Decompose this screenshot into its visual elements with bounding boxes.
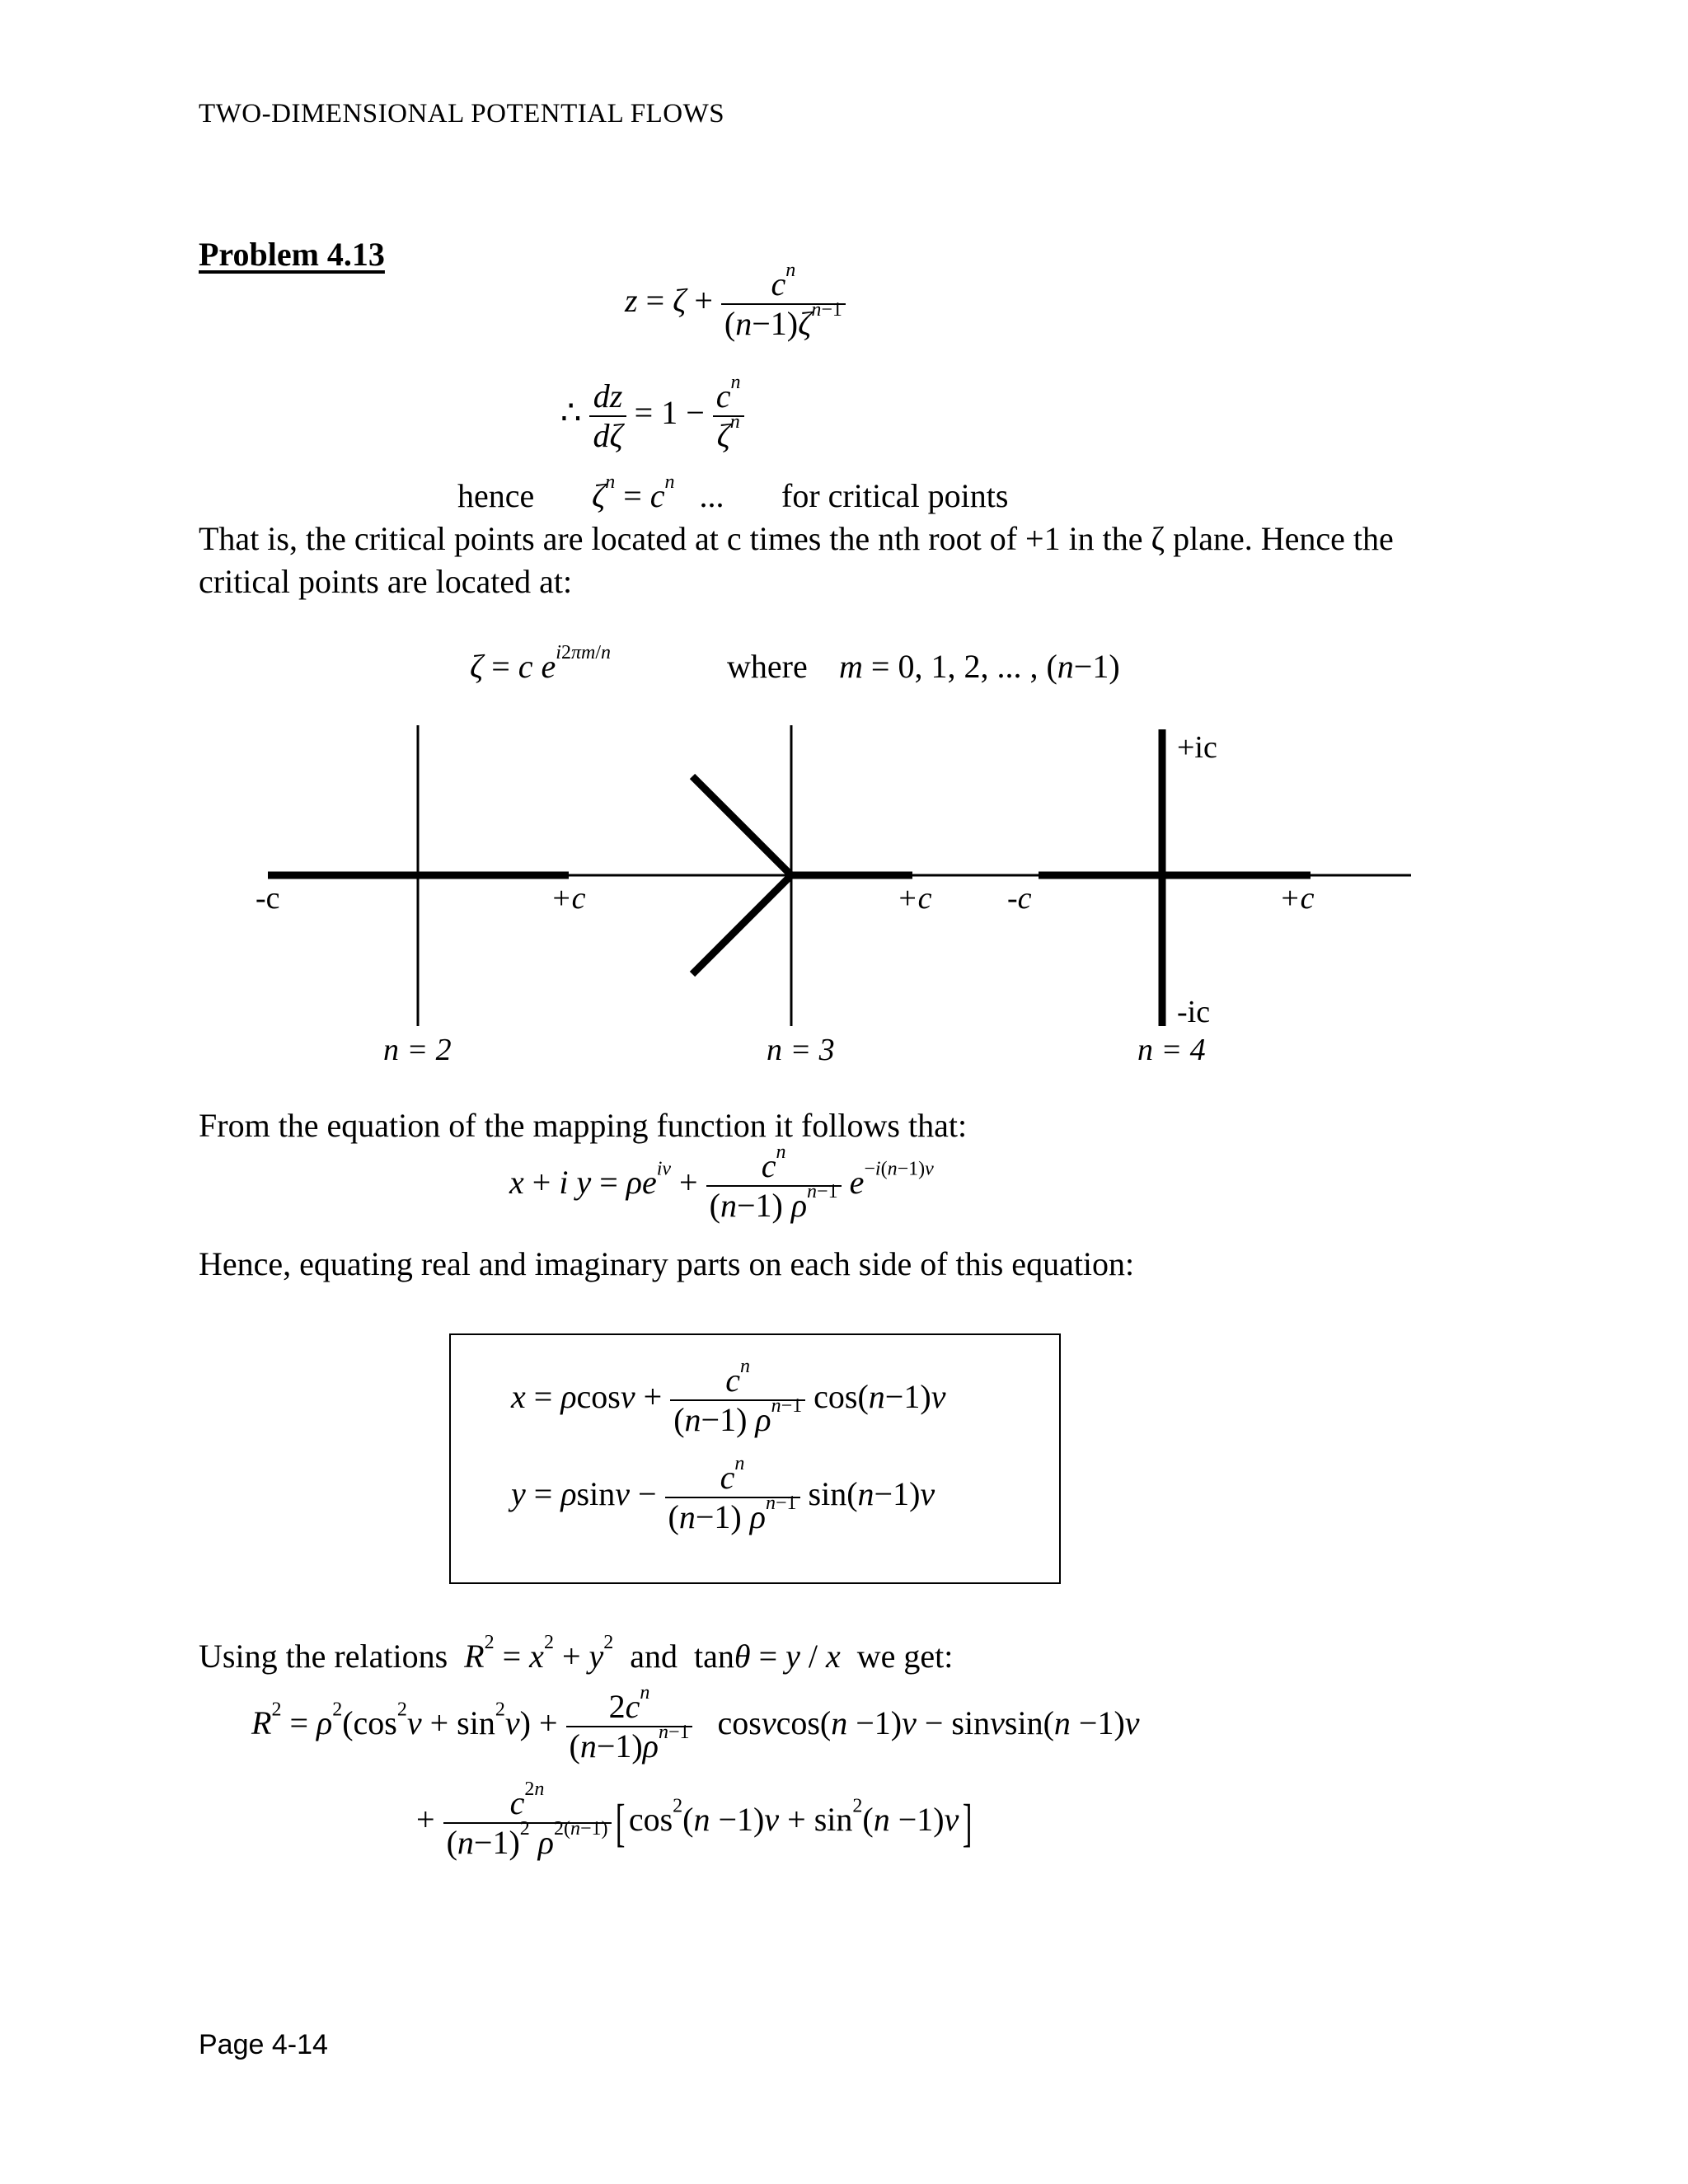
using-relations-line <box>199 1632 954 1675</box>
equation-x: x = ρcosν + $\frac{c^n}{(n-1) \rho^{n-1}}$ cos(n−1)ν <box>511 1356 946 1438</box>
n3-caption: n = 3 <box>767 1033 835 1067</box>
n2-label-left: -c <box>256 881 280 916</box>
n3-branch-upper <box>692 776 791 875</box>
critical-points-diagram <box>0 0 1688 1088</box>
equation-r2-line1: $R^2 = \rho^2(\cos^2\nu + \sin^2\nu)$ + $\frac{2c^n}{(n-1)\rho^{n-1}}$ cosνcos(n −1)ν − sinνsin(n −1)ν <box>251 1682 1140 1765</box>
relation-r2: $R^2 = x^2 + y^2$ <box>464 1632 614 1675</box>
page-number: Page 4-14 <box>199 2029 328 2060</box>
equation-derivative: ∴ $\frac{dz}{d\zeta}$ = 1 − $\frac{c^n}{\zeta^n}$ <box>560 377 744 455</box>
n3-branch-lower <box>692 875 791 974</box>
n4-label-right: +c <box>1279 881 1315 916</box>
n2-label-right: +c <box>551 881 586 916</box>
problem-title: Problem 4.13 <box>199 236 385 273</box>
equation-mapping: z = ζ + $\frac{c^n}{(n-1)\zeta^{n-1}}$ <box>625 265 846 343</box>
equation-roots: ζ = c $e^{i2\pi m/n}$ <box>470 642 611 685</box>
equation-y: y = ρsinν − $\frac{c^n}{(n-1) \rho^{n-1}}$ sin(n−1)ν <box>511 1453 935 1535</box>
critical-points-label: for critical points <box>781 477 1009 514</box>
n4-caption: n = 4 <box>1137 1033 1206 1067</box>
n2-caption: n = 2 <box>383 1033 452 1067</box>
equation-r2-line2: + $\frac{c^{2n}}{(n-1)^2 \rho^{2(n-1)}}$ [ $\cos^2(n -1)\nu + \sin^2(n -1)\nu$] <box>416 1779 973 1861</box>
hence-label: hence <box>457 477 535 514</box>
where-label: where <box>727 648 808 685</box>
relation-tan: tanθ = y / x <box>694 1638 841 1675</box>
n4-label-top: +ic <box>1177 730 1217 765</box>
paragraph-line-2: critical points are located at: <box>199 563 573 600</box>
n4-label-left: -c <box>1007 881 1032 916</box>
equation-critical: $\zeta^n = c^n$ ... <box>592 471 724 514</box>
equation-m-range: m = 0, 1, 2, ... , (n−1) <box>839 648 1120 685</box>
diagram-n2 <box>268 725 569 1026</box>
n4-label-bottom: -ic <box>1177 995 1211 1029</box>
paragraph-line-1: That is, the critical points are located at c times the nth root of +1 in the ζ plane. Hence the <box>199 520 1394 557</box>
equating-text: Hence, equating real and imaginary parts on each side of this equation: <box>199 1245 1135 1282</box>
equation-complex-form: x + i $y = \rho e^{i\nu}$ + $\frac{c^n}{(n-1) \rho^{n-1}}$ $e^{-i(n-1)\nu}$ <box>509 1141 934 1224</box>
we-get-label: we get: <box>856 1638 954 1675</box>
diagram-n4 <box>1039 729 1311 1026</box>
running-header: TWO-DIMENSIONAL POTENTIAL FLOWS <box>199 99 725 129</box>
and-label: and <box>630 1638 678 1675</box>
using-label: Using the relations <box>199 1638 448 1675</box>
n3-label-right: +c <box>897 881 932 916</box>
from-equation-text: From the equation of the mapping function it follows that: <box>199 1107 968 1144</box>
